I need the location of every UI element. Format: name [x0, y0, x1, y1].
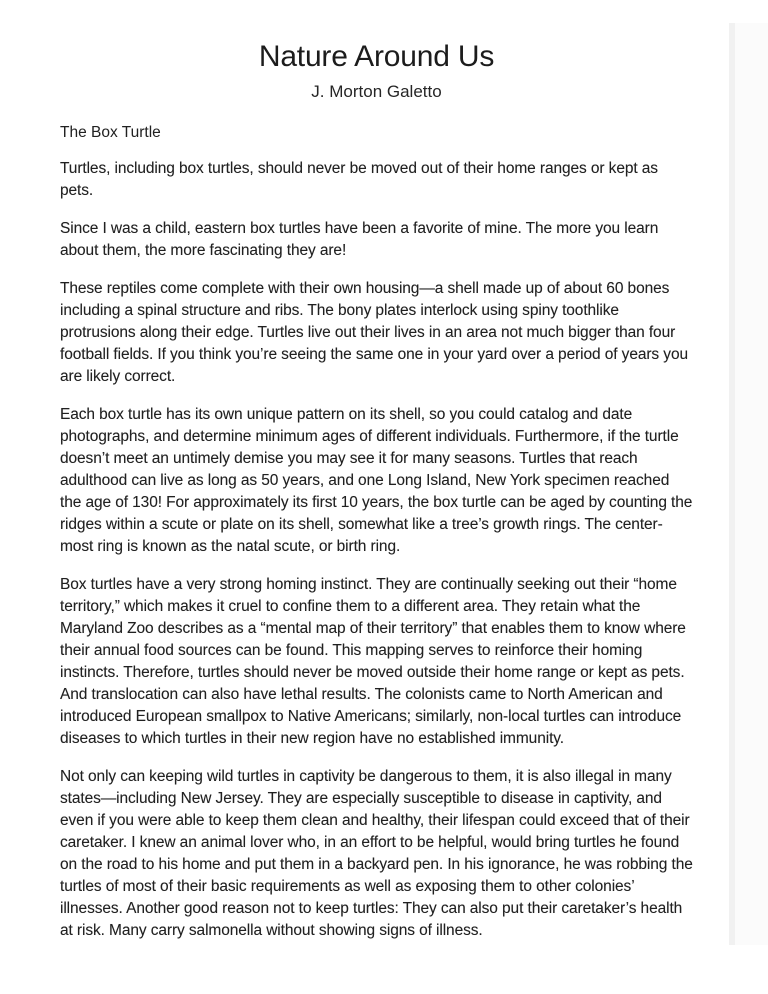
section-heading: The Box Turtle	[60, 124, 161, 141]
document-byline: J. Morton Galetto	[311, 82, 442, 101]
paragraph: Turtles, including box turtles, should never be moved out of their home ranges or kept as pets.	[60, 160, 658, 199]
paragraph: These reptiles come complete with their own housing—a shell made up of about 60 bones including a spinal structure and ribs. The bony plates interlock using spiny toothlike protrusions along their edge. Turtles live out their lives in an area not much bigger than four football fields. If you think you’re seeing the same one in your yard over a period of years you are likely correct.	[60, 280, 688, 385]
paragraph: Each box turtle has its own unique pattern on its shell, so you could catalog and date photographs, and determine minimum ages of different individuals. Furthermore, if the turtle doesn’t meet an untimely demise you may see it for many seasons. Turtles that reach adulthood can live as long as 50 years, and one Long Island, New York specimen reached the age of 130! For approximately its first 10 years, the box turtle can be aged by counting the ridges within a scute or plate on its shell, somewhat like a tree’s growth rings. The center-most ring is known as the natal scute, or birth ring.	[60, 406, 693, 555]
document-title: Nature Around Us	[258, 40, 495, 73]
document-page	[60, 0, 693, 958]
page-edge-margin	[735, 23, 768, 945]
paragraph: Since I was a child, eastern box turtles have been a favorite of mine. The more you learn about them, the more fascinating they are!	[60, 220, 659, 259]
paragraph: Box turtles have a very strong homing instinct. They are continually seeking out their “home territory,” which makes it cruel to confine them to a different area. They retain what the Maryland Zoo describes as a “mental map of their territory” that enables them to know where their annual food sources can be found. This mapping serves to reinforce their homing instincts. Therefore, turtles should never be moved outside their home range or kept as pets. And translocation can also have lethal results. The colonists came to North American and introduced European smallpox to Native Americans; similarly, non-local turtles can introduce diseases to which turtles in their new region have no established immunity.	[60, 576, 686, 747]
paragraph: Not only can keeping wild turtles in captivity be dangerous to them, it is also illegal in many states—including New Jersey. They are especially susceptible to disease in captivity, and even if you were able to keep them clean and healthy, their lifespan could exceed that of their caretaker. I knew an animal lover who, in an effort to be helpful, would bring turtles he found on the road to his home and put them in a backyard pen. In his ignorance, he was robbing the turtles of most of their basic requirements as well as exposing them to other colonies’ illnesses. Another good reason not to keep turtles: They can also put their caretaker’s health at risk. Many carry salmonella without showing signs of illness.	[60, 768, 693, 939]
